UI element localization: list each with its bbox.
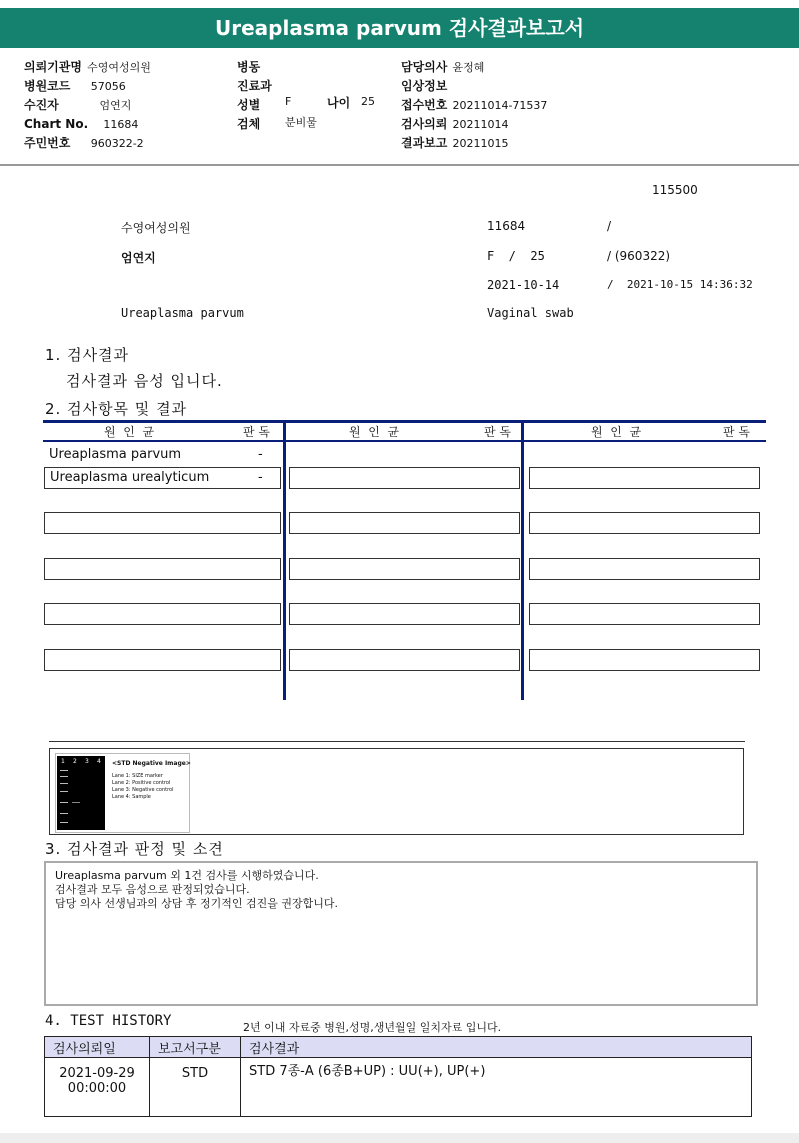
empty-result-cell <box>44 558 281 580</box>
header-col3 <box>401 56 547 151</box>
info-test-name: Ureaplasma parvum <box>121 306 244 320</box>
gel-caption: <STD Negative Image> <box>112 760 191 767</box>
empty-result-cell <box>289 467 520 489</box>
section3-title: 3. 검사결과 판정 및 소견 <box>45 840 224 858</box>
gel-top-rule <box>49 741 745 742</box>
empty-result-cell <box>529 558 760 580</box>
gel-band <box>60 770 68 771</box>
info-separator: / <box>607 219 612 233</box>
resident-no-value: 960322-2 <box>90 137 144 150</box>
hospital-code-value: 57056 <box>90 80 126 93</box>
chart-no-value: 11684 <box>103 118 139 131</box>
col-judge-header-2: 판 독 <box>484 425 511 439</box>
patient-name-label: 수진자 <box>24 98 59 112</box>
pathogen-name: Ureaplasma parvum <box>49 447 182 462</box>
hospital-code-label: 병원코드 <box>24 79 71 93</box>
empty-result-cell <box>44 649 281 671</box>
empty-result-cell <box>289 603 520 625</box>
receipt-no-label: 접수번호 <box>401 98 448 112</box>
report-header <box>0 50 799 162</box>
page-bottom-bar <box>0 1133 799 1143</box>
history-time: 00:00:00 <box>67 1081 127 1096</box>
clinical-info-label: 임상정보 <box>401 79 448 93</box>
gel-band <box>60 822 68 823</box>
info-hospital: 수영여성의원 <box>121 221 191 235</box>
doctor-label: 담당의사 <box>401 60 448 74</box>
history-date: 2021-09-29 <box>59 1066 135 1081</box>
header-divider <box>0 164 799 166</box>
header-col2 <box>237 56 387 132</box>
opinion-line: Ureaplasma parvum 외 1건 검사를 시행하였습니다. <box>55 869 319 882</box>
history-header-row <box>45 1037 752 1058</box>
empty-result-cell <box>289 649 520 671</box>
history-date-cell <box>45 1058 150 1117</box>
history-table <box>44 1036 752 1117</box>
result-cell <box>44 467 281 489</box>
info-received-date: 2021-10-14 <box>487 278 560 292</box>
doctor-value: 윤정혜 <box>452 61 485 74</box>
department-label: 진료과 <box>237 79 272 93</box>
test-code: 115500 <box>652 183 698 197</box>
col-pathogen-header-1: 원 인 균 <box>104 425 155 439</box>
report-title: Ureaplasma parvum 검사결과보고서 <box>0 8 799 48</box>
empty-result-cell <box>529 649 760 671</box>
info-reported-datetime: / 2021-10-15 14:36:32 <box>607 278 753 291</box>
section4-title: 4. TEST HISTORY <box>45 1013 172 1029</box>
gel-lanes <box>57 756 105 830</box>
info-sex-age: F / 25 <box>487 249 545 263</box>
report-date-value: 20211015 <box>452 137 509 150</box>
patient-name-value: 엄연지 <box>99 99 132 112</box>
opinion-line: 검사결과 모두 음성으로 판정되었습니다. <box>55 883 250 896</box>
col-pathogen-header-2: 원 인 균 <box>349 425 400 439</box>
pathogen-result: - <box>258 447 263 462</box>
history-result: STD 7종-A (6종B+UP) : UU(+), UP(+) <box>241 1058 752 1117</box>
hospital-name-label: 의뢰기관명 <box>24 60 82 74</box>
chart-no-label: Chart No. <box>24 117 89 131</box>
gel-band <box>60 783 68 784</box>
empty-result-cell <box>44 512 281 534</box>
age-label: 나이 <box>327 96 351 110</box>
sex-label: 성별 <box>237 98 261 112</box>
request-date-value: 20211014 <box>452 118 509 131</box>
history-note: 2년 이내 자료중 병원,성명,생년월일 일치자료 입니다. <box>243 1021 502 1034</box>
age-value: 25 <box>361 95 375 108</box>
empty-result-cell <box>44 603 281 625</box>
empty-result-cell <box>289 558 520 580</box>
gel-band <box>60 802 68 803</box>
lane-number: 4 <box>97 758 101 765</box>
empty-result-cell <box>529 467 760 489</box>
receipt-no-value: 20211014-71537 <box>452 99 548 112</box>
gel-band <box>72 802 80 803</box>
info-specimen: Vaginal swab <box>487 306 574 320</box>
pathogen-result: - <box>258 470 263 485</box>
pathogen-name: Ureaplasma urealyticum <box>50 470 210 485</box>
table-header-rule <box>43 440 766 442</box>
ward-label: 병동 <box>237 60 261 74</box>
history-header-result: 검사결과 <box>241 1037 752 1058</box>
info-birth: / (960322) <box>607 249 671 263</box>
resident-no-label: 주민번호 <box>24 136 71 150</box>
history-row <box>45 1058 752 1117</box>
request-date-label: 검사의뢰 <box>401 117 448 131</box>
specimen-label: 검체 <box>237 117 261 131</box>
empty-result-cell <box>529 603 760 625</box>
lane-number: 3 <box>85 758 89 765</box>
info-patient-name: 엄연지 <box>121 251 156 265</box>
info-chart-no: 11684 <box>487 219 526 233</box>
gel-legend <box>112 773 174 801</box>
gel-legend-item: Lane 2: Positive control <box>112 780 171 786</box>
history-header-type: 보고서구분 <box>150 1037 241 1058</box>
opinion-box <box>44 861 758 1006</box>
header-col1 <box>24 56 151 151</box>
history-type: STD <box>150 1058 241 1117</box>
hospital-name-value: 수영여성의원 <box>87 61 151 74</box>
history-header-date: 검사의뢰일 <box>45 1037 150 1058</box>
gel-legend-item: Lane 4: Sample <box>112 794 151 800</box>
col-pathogen-header-3: 원 인 균 <box>591 425 642 439</box>
specimen-value: 분비물 <box>285 116 317 129</box>
table-divider-2 <box>521 420 524 700</box>
section2-title: 2. 검사항목 및 결과 <box>45 400 188 418</box>
result-summary: 검사결과 음성 입니다. <box>66 372 223 390</box>
col-judge-header-3: 판 독 <box>723 425 750 439</box>
gel-legend-item: Lane 1: SIZE marker <box>112 773 163 779</box>
report-date-label: 결과보고 <box>401 136 448 150</box>
col-judge-header-1: 판 독 <box>243 425 270 439</box>
gel-legend-item: Lane 3: Negative control <box>112 787 174 793</box>
opinion-line: 담당 의사 선생님과의 상담 후 정기적인 검진을 권장합니다. <box>55 897 338 910</box>
gel-band <box>60 776 68 777</box>
gel-band <box>60 813 68 814</box>
gel-band <box>60 791 68 792</box>
sex-value: F <box>285 95 292 108</box>
section1-title: 1. 검사결과 <box>45 346 130 364</box>
lane-number: 2 <box>73 758 77 765</box>
empty-result-cell <box>289 512 520 534</box>
empty-result-cell <box>529 512 760 534</box>
lane-number: 1 <box>61 758 65 765</box>
table-divider-1 <box>283 420 286 700</box>
